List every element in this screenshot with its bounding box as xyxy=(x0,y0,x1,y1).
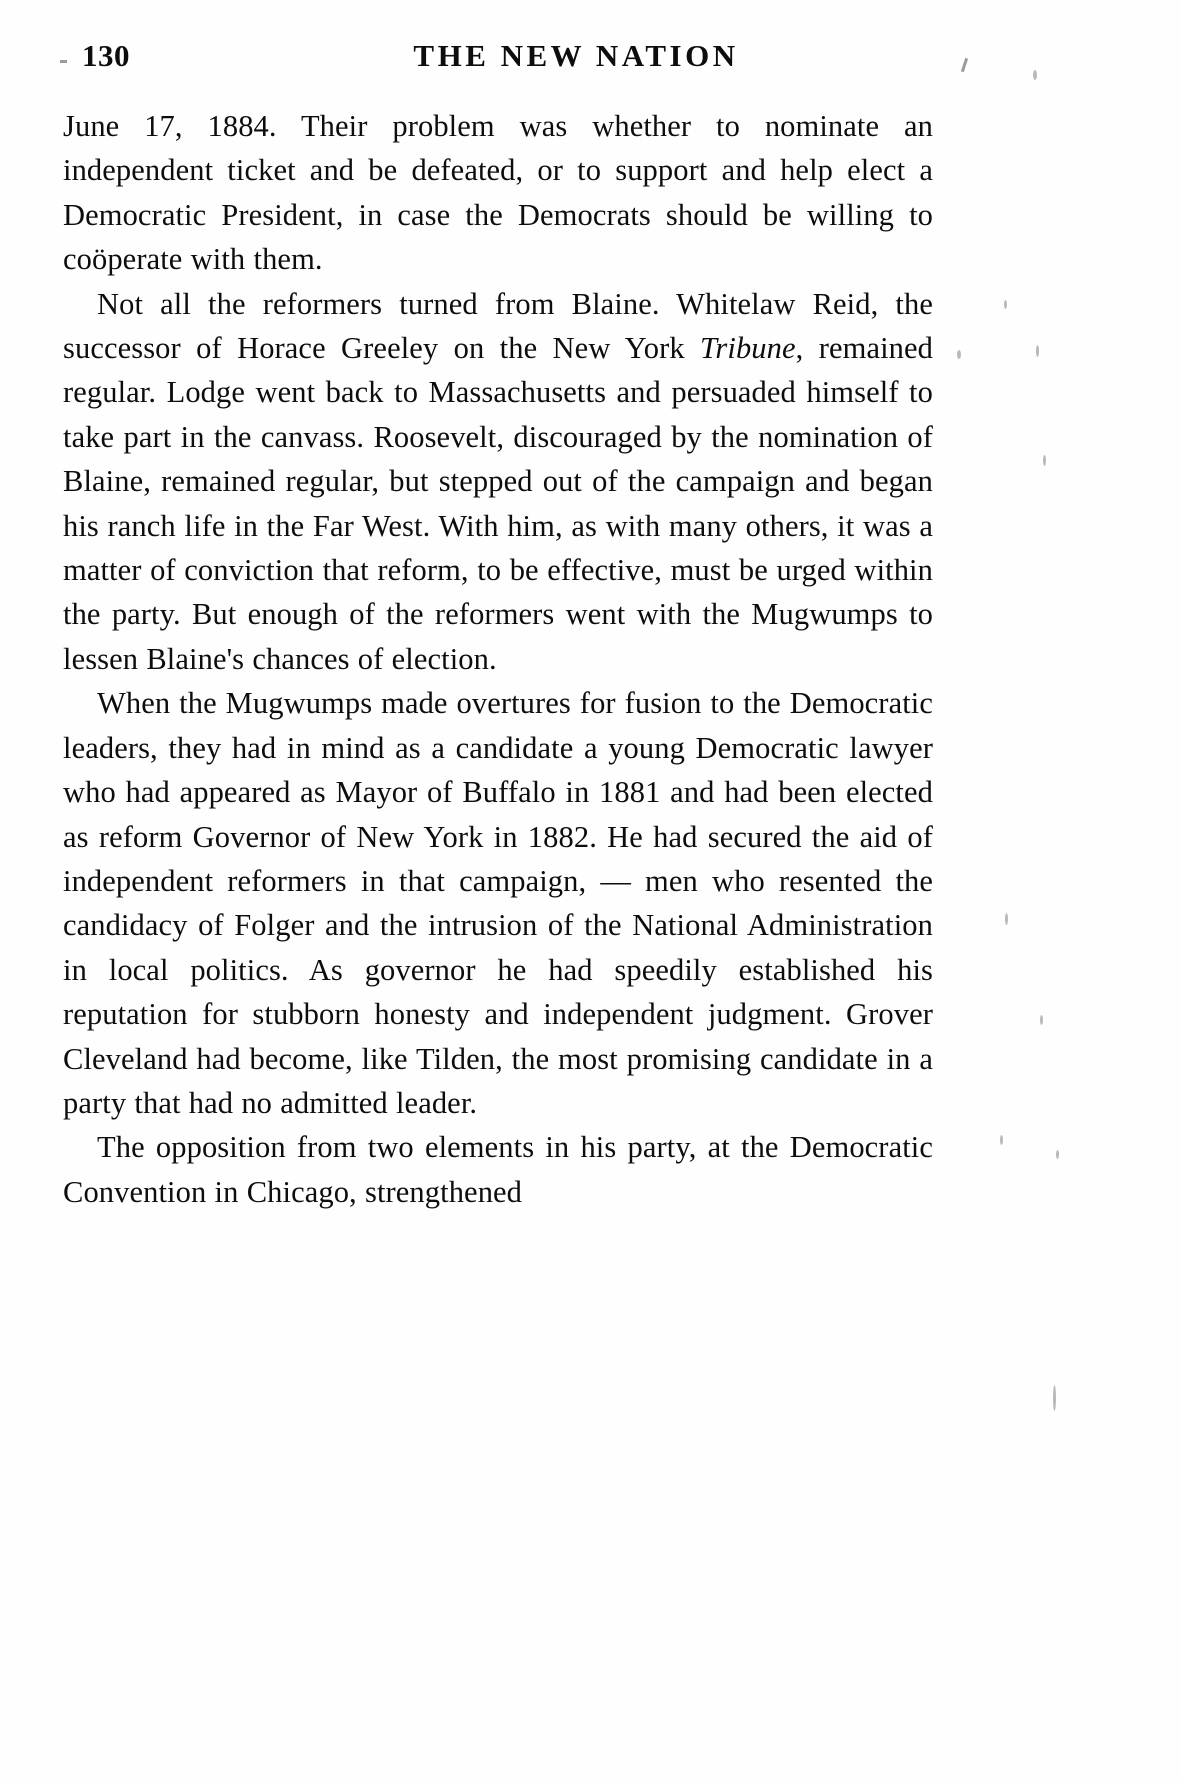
scan-artifact xyxy=(60,60,67,63)
scan-artifact xyxy=(1040,1015,1043,1025)
italic-text: Tribune xyxy=(700,331,796,366)
text-run: The opposition from two elements in his party, at the Democratic Convention in Chicago, strengthened xyxy=(63,1130,933,1209)
paragraph xyxy=(63,1125,933,1214)
scan-artifact xyxy=(1036,345,1039,357)
scan-artifact xyxy=(1043,455,1046,466)
scan-artifact xyxy=(1053,1385,1056,1411)
page-body xyxy=(63,104,933,1214)
scan-artifact xyxy=(1004,300,1007,309)
text-run: Not all the reformers turned from Blaine. Whitelaw Reid, the successor of Horace Greeley on the New York xyxy=(63,286,933,366)
scan-artifact xyxy=(957,350,961,359)
scan-artifact xyxy=(1005,913,1008,925)
paragraph xyxy=(63,282,933,682)
scan-artifact xyxy=(1056,1150,1059,1159)
text-run: , remained regular. Lodge went back to Massachusetts and persuaded himself to take part in the canvass. Roosevelt, discouraged by the nomination of Blaine, remained regular, but stepped out of the campaign and began his ranch life in the Far West. With him, as with many others, it was a matter of conviction that reform, to be effective, must be urged within the party. But enough of the reformers went with the Mugwumps to lessen Blaine's chances of election. xyxy=(63,331,933,676)
paragraph xyxy=(63,104,933,282)
scan-artifact xyxy=(1033,70,1037,80)
page-number: 130 xyxy=(82,38,130,73)
text-run: When the Mugwumps made overtures for fusion to the Democratic leaders, they had in mind as a candidate a young Democratic lawyer who had appeared as Mayor of Buffalo in 1881 and had been elected as reform Governor of New York in 1882. He had secured the aid of independent reformers in that campaign, — men who resented the candidacy of Folger and the intrusion of the National Administration in local politics. As governor he had speedily established his reputation for stubborn honesty and independent judgment. Grover Cleveland had become, like Tilden, the most promising candidate in a party that had no admitted leader. xyxy=(63,686,933,1120)
text-run: June 17, 1884. Their problem was whether to nominate an independent ticket and be defeated, or to support and help elect a Democratic President, in case the Democrats should be willing to coöperate with them. xyxy=(63,109,933,277)
page-header xyxy=(60,38,1060,88)
scan-artifact xyxy=(1000,1135,1003,1145)
paragraph xyxy=(63,681,933,1125)
running-title: THE NEW NATION xyxy=(413,38,739,73)
